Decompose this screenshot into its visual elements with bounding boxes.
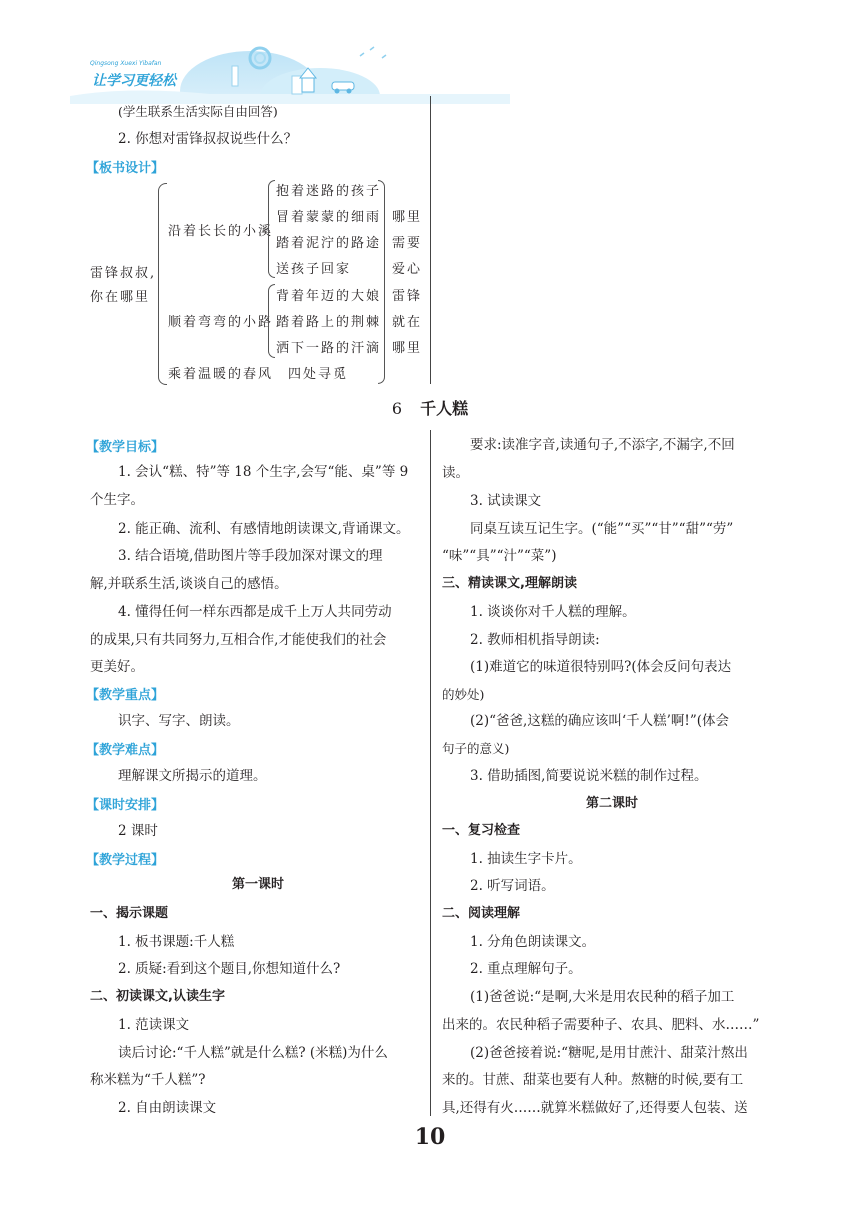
board-branch-3: 乘着温暖的春风 四处寻觅: [168, 367, 349, 382]
board-label: 【板书设计】: [86, 161, 165, 176]
section-1-item-1: 1. 板书课题:千人糕: [118, 934, 235, 950]
board-item-1-4: 送孩子回家: [276, 262, 352, 277]
board-right-3: 爱心: [392, 262, 423, 277]
key-label: 【教学重点】: [86, 688, 165, 703]
section-2-text-a: 读后讨论:“千人糕”就是什么糕? (米糕)为什么: [118, 1045, 388, 1061]
passage-2c: 具,还得有火……就算米糕做好了,还得要人包装、送: [442, 1100, 748, 1116]
column-divider: [430, 430, 431, 1116]
board-brace-right: [378, 180, 385, 384]
board-right-1: 哪里: [392, 210, 423, 225]
board-root-2: 你在哪里: [90, 290, 151, 305]
lesson-name: 千人糕: [420, 399, 469, 418]
section-3-item-1: 1. 谈谈你对千人糕的理解。: [470, 604, 636, 620]
key-text: 识字、写字、朗读。: [118, 713, 240, 729]
section-2-item-1: 1. 范读课文: [118, 1017, 190, 1033]
board-brace-2: [268, 284, 275, 358]
section-1-heading: 一、揭示课题: [90, 906, 169, 921]
section-3-item-2: 2. 教师相机指导朗读:: [470, 632, 600, 648]
board-branch-2: 顺着弯弯的小路: [168, 315, 274, 330]
period-2-title: 第二课时: [585, 796, 638, 811]
board-right-6: 哪里: [392, 341, 423, 356]
passage-2b: 来的。甘蔗、甜菜也要有人种。熬糖的时候,要有工: [442, 1072, 744, 1088]
section-3-sub-1b: 的妙处): [442, 687, 485, 702]
board-brace-main: [158, 183, 167, 385]
requirement-a: 要求:读准字音,读通句子,不添字,不漏字,不回: [470, 437, 735, 453]
section-3-heading: 三、精读课文,理解朗读: [442, 576, 577, 591]
reading-item-2: 2. 重点理解句子。: [470, 961, 582, 977]
requirement-b: 读。: [442, 465, 469, 481]
passage-1b: 出来的。农民种稻子需要种子、农具、肥料、水……”: [442, 1017, 760, 1033]
goals-label: 【教学目标】: [86, 440, 165, 455]
top-divider: [430, 96, 431, 384]
board-item-1-2: 冒着蒙蒙的细雨: [276, 210, 382, 225]
logo-pinyin: Qingsong Xuexi Yibafan: [90, 60, 162, 67]
goal-2: 2. 能正确、流利、有感情地朗读课文,背诵课文。: [118, 521, 410, 537]
board-item-1-3: 踏着泥泞的路途: [276, 236, 382, 251]
section-2-text-b: 称米糕为“千人糕”?: [90, 1072, 206, 1088]
right-item-3: 3. 试读课文: [470, 493, 542, 509]
board-item-1-1: 抱着迷路的孩子: [276, 184, 382, 199]
board-branch-1: 沿着长长的小溪: [168, 224, 274, 239]
process-label: 【教学过程】: [86, 853, 165, 868]
section-3-item-3: 3. 借助插图,简要说说米糕的制作过程。: [470, 768, 708, 784]
board-right-2: 需要: [392, 236, 423, 251]
review-heading: 一、复习检查: [442, 823, 521, 838]
goal-3a: 3. 结合语境,借助图片等手段加深对课文的理: [118, 548, 383, 564]
section-3-sub-2b: 句子的意义): [442, 741, 510, 756]
section-1-item-2: 2. 质疑:看到这个题目,你想知道什么?: [118, 961, 341, 977]
difficulty-text: 理解课文所揭示的道理。: [118, 768, 267, 784]
goal-4a: 4. 懂得任何一样东西都是成千上万人共同劳动: [118, 604, 392, 620]
goal-4b: 的成果,只有共同努力,互相合作,才能使我们的社会: [90, 632, 387, 648]
board-right-5: 就在: [392, 315, 423, 330]
board-right-4: 雷锋: [392, 289, 423, 304]
section-2-item-2: 2. 自由朗读课文: [118, 1100, 217, 1116]
review-item-1: 1. 抽读生字卡片。: [470, 851, 582, 867]
passage-2a: (2)爸爸接着说:“糖呢,是用甘蔗汁、甜菜汁熬出: [470, 1045, 748, 1061]
reading-heading: 二、阅读理解: [442, 906, 521, 921]
section-3-sub-2a: (2)“爸爸,这糕的确应该叫‘千人糕’啊!”(体会: [470, 713, 729, 729]
board-root-1: 雷锋叔叔,: [90, 266, 157, 281]
section-3-sub-1a: (1)难道它的味道很特别吗?(体会反问句表达: [470, 659, 732, 675]
goal-1a: 1. 会认“糕、特”等 18 个生字,会写“能、桌”等 9: [118, 464, 409, 480]
board-item-2-2: 踏着路上的荆棘: [276, 315, 382, 330]
reading-item-1: 1. 分角色朗读课文。: [470, 934, 596, 950]
review-item-2: 2. 听写词语。: [470, 878, 555, 894]
difficulty-label: 【教学难点】: [86, 743, 165, 758]
section-2-heading: 二、初读课文,认读生字: [90, 989, 225, 1004]
goal-4c: 更美好。: [90, 659, 144, 675]
lesson-number: 6: [391, 399, 403, 418]
logo-text: 让学习更轻松: [92, 73, 176, 89]
schedule-text: 2 课时: [118, 823, 158, 839]
page-number: 10: [414, 1124, 446, 1150]
board-item-2-3: 洒下一路的汗滴: [276, 341, 382, 356]
board-item-2-1: 背着年迈的大娘: [276, 289, 382, 304]
right-item-3-a: 同桌互读互记生字。(“能”“买”“甘”“甜”“劳”: [470, 521, 734, 537]
passage-1a: (1)爸爸说:“是啊,大米是用农民种的稻子加工: [470, 989, 735, 1005]
answer-note: (学生联系生活实际自由回答): [118, 104, 278, 119]
period-1-title: 第一课时: [231, 877, 284, 892]
schedule-label: 【课时安排】: [86, 798, 165, 813]
goal-3b: 解,并联系生活,谈谈自己的感悟。: [90, 576, 288, 592]
goal-1b: 个生字。: [90, 492, 144, 508]
lesson-title: [0, 396, 860, 419]
question-2: 2. 你想对雷锋叔叔说些什么？: [118, 131, 298, 147]
board-brace-1: [268, 180, 275, 278]
right-item-3-b: “味”“具”“汁”“菜”): [442, 548, 557, 564]
